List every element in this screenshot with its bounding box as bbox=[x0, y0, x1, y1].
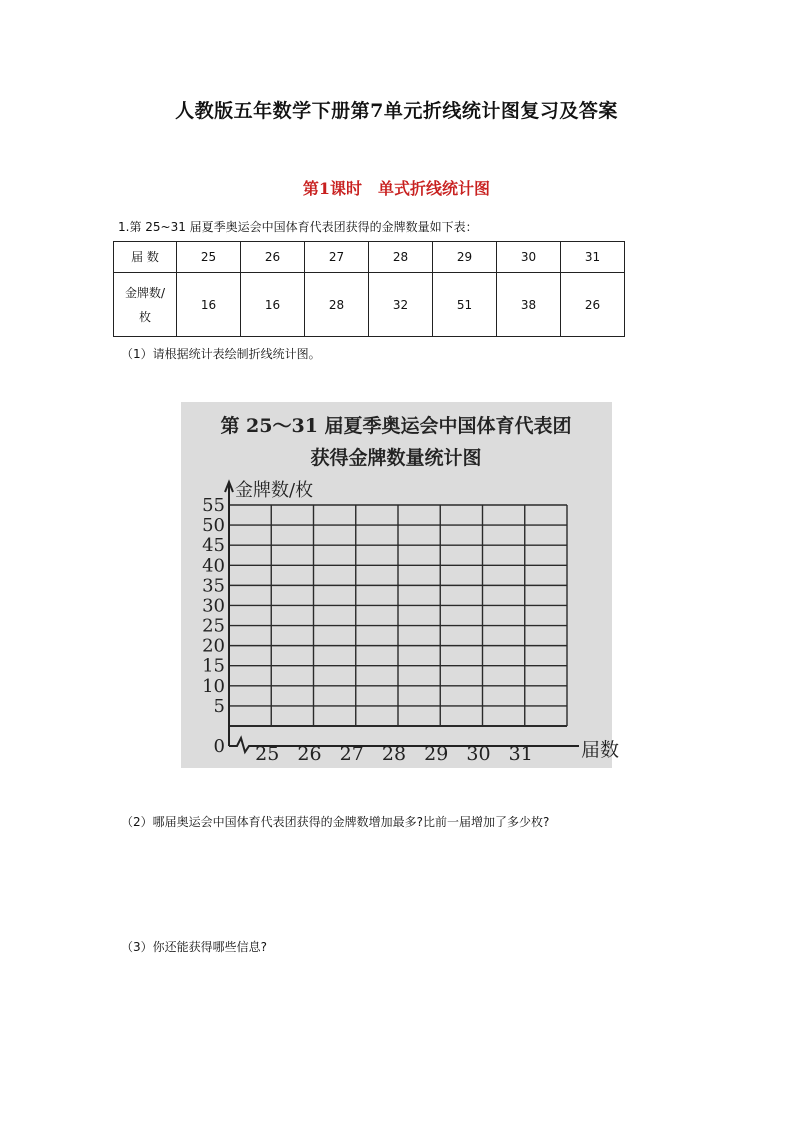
table-cell: 28 bbox=[369, 242, 433, 273]
chart-title-line-2: 获得金牌数量统计图 bbox=[310, 447, 482, 469]
chart-y-tick-label: 35 bbox=[202, 575, 225, 597]
table-cell: 26 bbox=[241, 242, 305, 273]
line-chart-grid bbox=[181, 402, 620, 768]
question-1-part-3: （3）你还能获得哪些信息? bbox=[121, 940, 268, 954]
chart-x-tick-label: 25 bbox=[255, 743, 280, 765]
table-header-editions: 届 数 bbox=[114, 242, 177, 273]
chart-y-tick-label: 40 bbox=[202, 555, 225, 577]
chart-x-tick-label: 27 bbox=[339, 743, 364, 765]
question-1-intro: 1.第 25~31 届夏季奥运会中国体育代表团获得的金牌数量如下表： bbox=[118, 220, 478, 234]
chart-y-tick-label: 5 bbox=[213, 695, 225, 717]
gold-medal-table bbox=[113, 241, 625, 337]
table-cell: 51 bbox=[433, 273, 497, 337]
table-cell: 16 bbox=[177, 273, 241, 337]
chart-photo bbox=[181, 402, 620, 768]
table-cell: 31 bbox=[561, 242, 625, 273]
chart-x-axis-label: 届数 bbox=[581, 739, 620, 761]
page-title: 人教版五年数学下册第7单元折线统计图复习及答案 bbox=[175, 100, 618, 122]
chart-y-tick-label: 15 bbox=[202, 655, 225, 677]
chart-y-tick-label: 25 bbox=[202, 615, 225, 637]
chart-x-tick-label: 29 bbox=[424, 743, 449, 765]
question-1-part-2: （2）哪届奥运会中国体育代表团获得的金牌数增加最多?比前一届增加了多少枚? bbox=[121, 815, 550, 829]
table-cell: 26 bbox=[561, 273, 625, 337]
table-row-golds bbox=[114, 273, 625, 337]
table-cell: 16 bbox=[241, 273, 305, 337]
table-row-editions bbox=[114, 242, 625, 273]
chart-y-tick-label: 0 bbox=[213, 736, 225, 757]
chart-y-tick-label: 50 bbox=[202, 515, 225, 537]
table-cell: 27 bbox=[305, 242, 369, 273]
chart-y-tick-label: 45 bbox=[202, 535, 225, 557]
table-header-golds-line2: 枚 bbox=[138, 309, 151, 324]
chart-y-tick-label: 20 bbox=[202, 635, 225, 657]
chart-x-tick-label: 30 bbox=[466, 743, 491, 765]
table-cell: 28 bbox=[305, 273, 369, 337]
chart-y-tick-label: 30 bbox=[202, 595, 225, 617]
chart-y-tick-label: 10 bbox=[202, 675, 225, 697]
table-header-golds bbox=[114, 273, 177, 337]
chart-y-tick-label: 55 bbox=[202, 495, 225, 516]
table-cell: 25 bbox=[177, 242, 241, 273]
table-header-golds-line1: 金牌数/ bbox=[124, 285, 166, 300]
chart-title-line-1: 第 25～31 届夏季奥运会中国体育代表团 bbox=[220, 415, 572, 437]
chart-x-tick-label: 26 bbox=[297, 743, 322, 765]
chart-x-tick-label: 28 bbox=[381, 743, 407, 765]
table-cell: 29 bbox=[433, 242, 497, 273]
chart-y-axis-label: 金牌数/枚 bbox=[235, 480, 314, 501]
lesson-title: 第1课时 单式折线统计图 bbox=[302, 179, 491, 198]
question-1-part-1: （1）请根据统计表绘制折线统计图。 bbox=[121, 347, 321, 361]
chart-x-tick-label: 31 bbox=[508, 743, 533, 765]
table-cell: 30 bbox=[497, 242, 561, 273]
table-cell: 32 bbox=[369, 273, 433, 337]
table-cell: 38 bbox=[497, 273, 561, 337]
